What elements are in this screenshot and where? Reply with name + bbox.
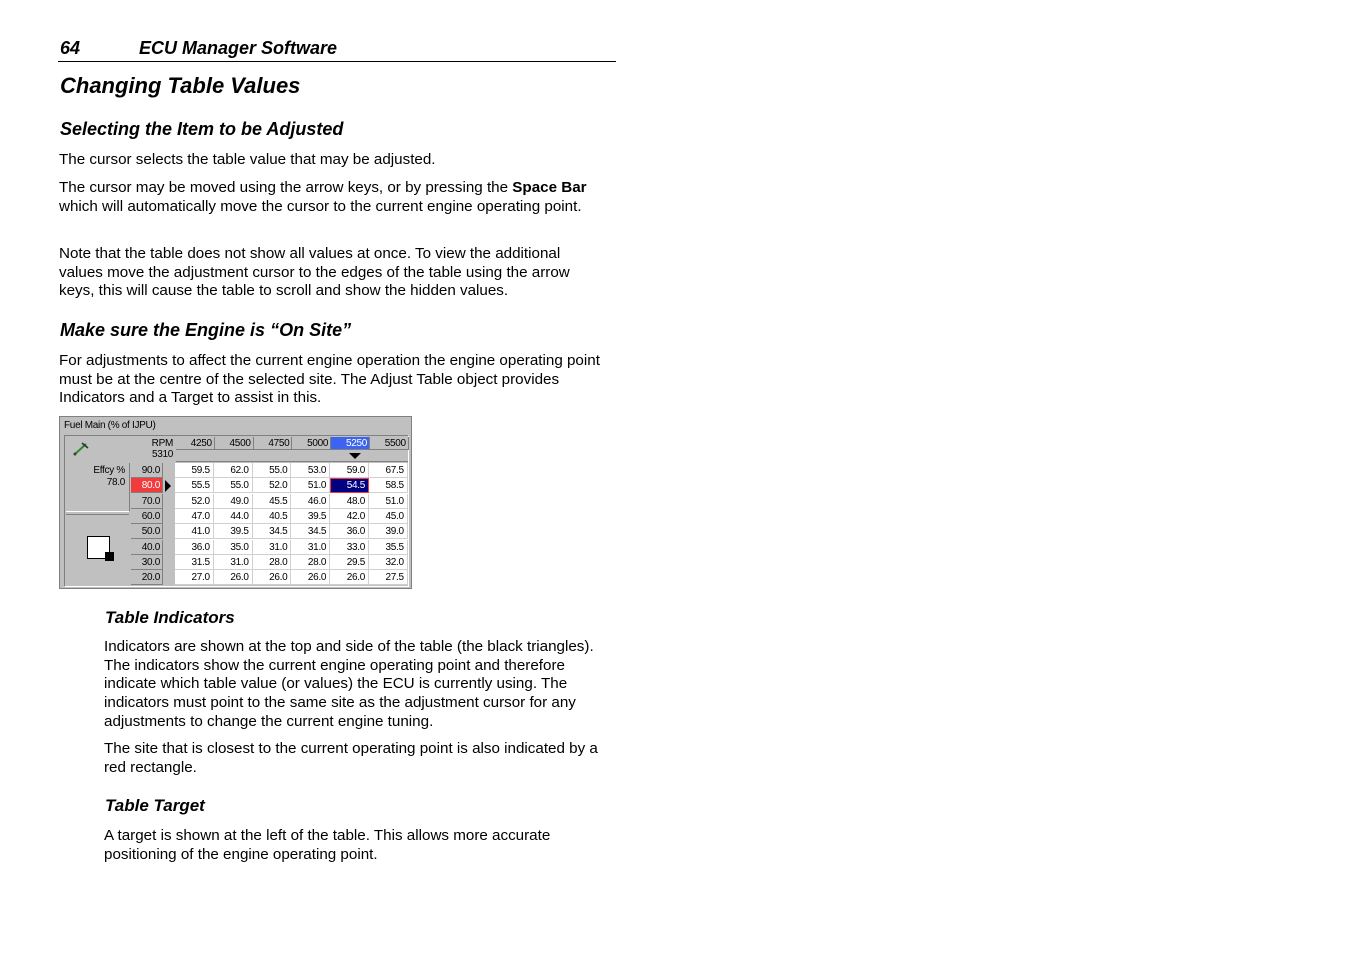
table-cell[interactable]: 39.5 <box>291 509 330 524</box>
table-cell[interactable]: 28.0 <box>291 555 330 570</box>
section-heading-indicators: Table Indicators <box>105 608 235 627</box>
section-heading-selecting: Selecting the Item to be Adjusted <box>60 119 344 139</box>
pen-icon[interactable] <box>72 441 90 457</box>
table-cell[interactable]: 55.5 <box>175 478 214 493</box>
table-cell[interactable]: 26.0 <box>214 570 253 585</box>
effcy-value: 78.0 <box>106 477 125 488</box>
table-title: Fuel Main (% of IJPU) <box>64 420 156 431</box>
section-heading-target: Table Target <box>105 796 205 815</box>
table-cell[interactable]: 34.5 <box>291 524 330 539</box>
column-header-5250[interactable]: 5250 <box>331 437 370 450</box>
section-heading-on-site: Make sure the Engine is “On Site” <box>60 320 352 340</box>
paragraph-note-table: Note that the table does not show all values at once. To view the additional values move the adjustment cursor to the edges of the table using the arrow keys, this will cause the table to scroll and show the hidden values. <box>59 245 570 300</box>
paragraph-cursor-selects: The cursor selects the table value that may be adjusted. <box>59 151 436 168</box>
row-indicator-triangle-icon <box>165 480 171 492</box>
table-cell[interactable]: 26.0 <box>291 570 330 585</box>
table-cell[interactable]: 27.5 <box>369 570 408 585</box>
table-cell[interactable]: 45.0 <box>369 509 408 524</box>
column-header-4250[interactable]: 4250 <box>176 437 215 450</box>
table-cell[interactable]: 58.5 <box>369 478 408 493</box>
table-cell[interactable]: 53.0 <box>291 463 330 478</box>
table-corner <box>66 437 175 461</box>
table-cell[interactable]: 59.0 <box>330 463 369 478</box>
page-header <box>58 37 616 62</box>
table-cell[interactable]: 49.0 <box>214 494 253 509</box>
row-header-90.0[interactable]: 90.0 <box>131 463 163 478</box>
table-grid <box>175 463 408 585</box>
table-cell[interactable]: 33.0 <box>330 540 369 555</box>
row-header-70.0[interactable]: 70.0 <box>131 494 163 509</box>
table-cell[interactable]: 26.0 <box>253 570 292 585</box>
table-cell[interactable]: 39.5 <box>214 524 253 539</box>
row-header-80.0[interactable]: 80.0 <box>131 478 163 493</box>
table-cell[interactable]: 29.5 <box>330 555 369 570</box>
bold-space-bar: Space Bar <box>512 179 587 196</box>
column-header-5000[interactable]: 5000 <box>292 437 331 450</box>
page-title: Changing Table Values <box>60 73 301 98</box>
paragraph-indicators: Indicators are shown at the top and side of the table (the black triangles). The indicators show the current engine operating point and therefore indicate which table value (or values) the ECU is currently using. The indicators must point to the same site as the adjustment cursor for any adjustments to change the current engine tuning. <box>104 638 594 730</box>
row-header-30.0[interactable]: 30.0 <box>131 555 163 570</box>
paragraph-adjustments: For adjustments to affect the current engine operation the engine operating point must be at the centre of the selected site. The Adjust Table object provides Indicators and a Target to assist in this. <box>59 352 600 407</box>
table-cell[interactable]: 47.0 <box>175 509 214 524</box>
table-cell[interactable]: 32.0 <box>369 555 408 570</box>
header-title: ECU Manager Software <box>139 38 338 58</box>
table-target <box>66 514 129 585</box>
row-header-60.0[interactable]: 60.0 <box>131 509 163 524</box>
table-cell[interactable]: 31.5 <box>175 555 214 570</box>
table-cell[interactable]: 51.0 <box>291 478 330 493</box>
table-cell[interactable]: 41.0 <box>175 524 214 539</box>
table-cell[interactable]: 52.0 <box>253 478 292 493</box>
page-number: 64 <box>60 38 81 58</box>
table-cell[interactable]: 31.0 <box>253 540 292 555</box>
table-cell[interactable]: 59.5 <box>175 463 214 478</box>
table-cell[interactable]: 27.0 <box>175 570 214 585</box>
rpm-label: RPM <box>151 438 173 449</box>
text-span: The cursor may be moved using the arrow keys, or by pressing the <box>59 179 513 196</box>
table-cell[interactable]: 36.0 <box>330 524 369 539</box>
rpm-readout <box>152 438 173 460</box>
row-header-20.0[interactable]: 20.0 <box>131 570 163 585</box>
table-cell[interactable]: 34.5 <box>253 524 292 539</box>
paragraph-red-rectangle: The site that is closest to the current operating point is also indicated by a red rectangle. <box>104 740 598 776</box>
table-cell[interactable]: 44.0 <box>214 509 253 524</box>
table-cell[interactable]: 36.0 <box>175 540 214 555</box>
table-cell[interactable]: 67.5 <box>369 463 408 478</box>
table-cell[interactable]: 46.0 <box>291 494 330 509</box>
row-header-50.0[interactable]: 50.0 <box>131 524 163 539</box>
table-cell[interactable]: 62.0 <box>214 463 253 478</box>
table-cell[interactable]: 31.0 <box>214 555 253 570</box>
paragraph-target: A target is shown at the left of the table. This allows more accurate positioning of the engine operating point. <box>104 827 551 863</box>
table-cell[interactable]: 26.0 <box>330 570 369 585</box>
table-frame <box>64 435 409 587</box>
table-cell[interactable]: 42.0 <box>330 509 369 524</box>
adjust-table-widget <box>59 416 412 589</box>
target-dot <box>105 552 114 561</box>
effcy-label: Effcy % <box>93 465 125 476</box>
column-indicator-strip <box>176 451 408 462</box>
table-cell[interactable]: 39.0 <box>369 524 408 539</box>
row-indicator-strip <box>163 463 175 584</box>
rpm-value: 5310 <box>151 449 173 460</box>
column-header-4750[interactable]: 4750 <box>254 437 293 450</box>
table-cell[interactable]: 28.0 <box>253 555 292 570</box>
table-cell[interactable]: 40.5 <box>253 509 292 524</box>
column-indicator-triangle-icon <box>349 453 361 459</box>
table-cell[interactable]: 35.5 <box>369 540 408 555</box>
table-cell[interactable]: 45.5 <box>253 494 292 509</box>
table-cell[interactable]: 55.0 <box>214 478 253 493</box>
paragraph-cursor-moved <box>59 179 607 216</box>
text-span: which will automatically move the cursor to the current engine operating point. <box>59 197 582 215</box>
column-header-4500[interactable]: 4500 <box>215 437 254 450</box>
table-cell[interactable]: 55.0 <box>253 463 292 478</box>
table-cell[interactable]: 35.0 <box>214 540 253 555</box>
table-cell[interactable]: 51.0 <box>369 494 408 509</box>
efficiency-readout <box>66 463 130 512</box>
table-cell[interactable]: 48.0 <box>330 494 369 509</box>
table-cell-cursor[interactable]: 54.5 <box>330 478 369 493</box>
table-cell[interactable]: 52.0 <box>175 494 214 509</box>
row-header-40.0[interactable]: 40.0 <box>131 540 163 555</box>
table-cell[interactable]: 31.0 <box>291 540 330 555</box>
column-header-5500[interactable]: 5500 <box>370 437 409 450</box>
